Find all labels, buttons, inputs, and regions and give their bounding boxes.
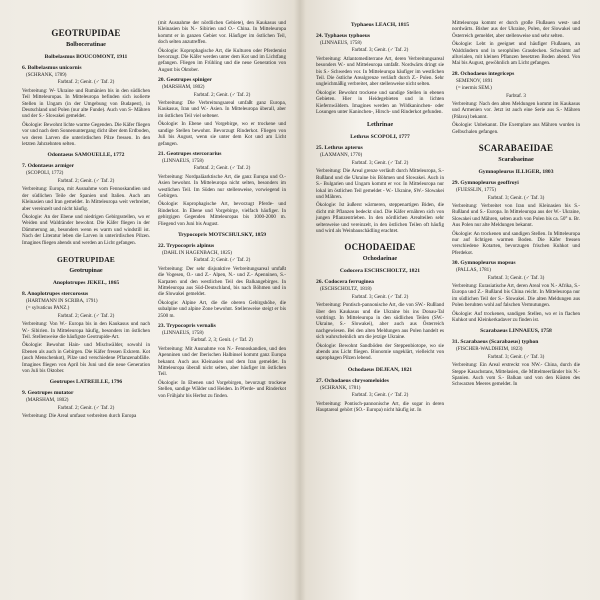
species-author: (FUESSLIN, 1775) (456, 187, 496, 194)
species-title: 20. Geotrupes spiniger (158, 77, 212, 84)
species-title: 26. Codocera ferruginea (316, 279, 374, 286)
genus-heading: Trypocopris MOTSCHULSKY, 1859 (177, 231, 267, 238)
species-author: (ESCHSCHOLTZ, 1818) (320, 286, 372, 293)
distribution-text: Verbreitung: Die Verbreitungsareal umfaßt ganz Europa, Kaukasus, Iran und W.- Asien. In Mitteleuropa überall, aber im östlichen Teil viel seltener. (158, 100, 286, 119)
plate-reference: Farbtaf. 3 (506, 92, 526, 99)
genus-heading: Ochodaeus DEJEAN, 1821 (347, 366, 413, 373)
ecology-text: Ökologie: In Ebene und Vorgebirge, wo er trockene und sandige Stellen bewohnt. Bevorzugt Rinderkot. Fliegen von Juli bis August, wenn sie unter dem Kot und am Licht gefangen. (158, 121, 286, 147)
distribution-text: Verbreitung: Von W.- Europa bis in den Kaukasus und nach W.- Sibirien. In Mitteleuropa häufig, besonders im östlichen Teil. Stellenweise die häufigste Geotrupide-Art. (22, 321, 150, 340)
species-author: (SCHRANK, 1781) (320, 384, 361, 391)
ecology-text: Ökologie: Ist äußerst wärmeren, steppenartigen Biden, die dicht mit Pflanzen bedeckt sind. Die Käfer ernähren sich von jungen Pflanzentrieben. In den nördlichen Arealteilen sehr seltenweise und vereinzelt, in den östlichen Teilen oft häufig und wird als Weinbauschädling erachtet. (316, 202, 444, 234)
distribution-text: Verbreitung: Eurasiatische Art, deren Areal von N.- Afrika, S.- Europa und Z.- Rußland bis China reicht. In Mitteleuropa nur im südlichen Teil der S.- Slowakei. Die alten Meldungen aus Polen beruhten wohl auf falschen Vermutungen. (452, 282, 580, 309)
genus-heading: Odontaeus SAMOUELLE, 1772 (47, 152, 125, 159)
genus-heading: Typhaeus LEACH, 1815 (350, 22, 410, 28)
species-title: 9. Geotrupes mutator (22, 390, 74, 397)
right-column-2 (452, 20, 580, 390)
species-author: (LINNAEUS, 1758) (162, 330, 204, 337)
family-heading: GEOTRUPIDAE (56, 254, 116, 264)
plate-reference: Farbtaf. 3; Genit. (♂ Taf. 2) (351, 392, 409, 399)
subfamily-heading: Geotrupinae (69, 266, 103, 274)
species-title: 27. Ochodaeus chrysomeloides (316, 377, 389, 384)
left-column-1 (22, 20, 150, 422)
distribution-text: Verbreitung: Ein Areal erstreckt von NW.- China, durch die Steppe Kasachstans, Mittelasien, die Mittelmeerländer bis N.- Spanien. Auch vom S.- Balkan und von den Küsten des Schwarzen Meeres gemeldet. In (452, 362, 580, 388)
ecology-text: Ökologie: Bewohnt trockene und sandige Stellen in ebenen Gebieten. Hier in Heidegebieten und in lichten Kiefernwäldern. Imagines werden an Wildkaninchen- oder Losungen unter Kaninchen-, Hirsch- und Rinderkot gefunden. (316, 89, 444, 116)
continued-text: (mit Ausnahme der nördlichen Gebiete), den Kaukasus und Kleinasien bis N.- Sibirien und O.- China. In Mitteleuropa kommt er in ganzen Gebiet vor. Häufiger im östlichen Teil, doch selten anzutreffen. (158, 20, 286, 46)
distribution-text: Verbreitung: W- Ukraine und Rumänien bis in den südlichen Teil Mitteleuropas. In Mitteleuropa befinden sich isolierte Stellen in Ungarn (in der Umgebung von Budapest), in Deutschland und Polen (nur alte Funde). Auch von S- Mähren und der S.- Slowakei gemeldet. (22, 87, 150, 120)
species-title: 29. Gymnopleurus geoffroyi (452, 180, 519, 187)
genus-heading: Scarabaeus LINNAEUS, 1758 (480, 328, 552, 335)
species-title: 22. Trypocopris alpinus (158, 242, 215, 249)
genus-heading: Geotrupes LATREILLE, 1796 (49, 379, 123, 386)
plate-reference: Farbtaf. 2; Genit. (♂ Taf. 2) (57, 79, 115, 86)
distribution-text: Verbreitung: Verbreitet von Iran und Kleinasien bis S.- Rußland und S.- Europa. In Mitteleuropa aus der W.- Ukraine, Slowakei und Mähren, selten auch von Polen bis ca. 50° n. Br. Aus Polen nur alte Meldungen bekannt. (452, 202, 580, 229)
species-author: (HARTMANN IN SCRIBA, 1791) (26, 297, 98, 304)
species-author: (DAHL IN HAGENBACH, 1825) (162, 249, 232, 256)
species-title: 25. Lethrus apterus (316, 145, 363, 152)
plate-reference: Farbtaf. 3; Genit. (♂ Taf. 2) (351, 293, 409, 300)
right-page (300, 0, 600, 600)
ecology-text: Ökologie: An der Ebene und niedrigen Gebirgsstellen, wo er Weiden und Waldränder bewohnt. Die Käfer fliegen in der Dämmerung an, besonders wenn es warm und windstill ist. Nach der Literatur leben die Larven in unterirdischen Pilzen. Imagines fliegen abends und werden an Licht gefangen. (22, 213, 150, 246)
species-author: (SCOPOLI, 1772) (26, 170, 64, 177)
family-heading: SCARABAEIDAE (478, 143, 554, 154)
subfamily-heading: Ochodaeinae (362, 255, 398, 263)
distribution-text: Verbreitung: Europa, mit Ausnahme vom Fennoskandien und der südlichen Teile der Spanien und Italien. Auch am Kleinasien und Iran gemeldet. In Mitteleuropa weit verbreitet, aber vereinzelt und nicht häufig. (22, 186, 150, 212)
ecology-text: Ökologie: Lebt in geeignet und häufiger Flußauen, an Waldrändern und in xerophilen Grasdecken. Schwärmt auf alluvialen, mit kleinen Pflanzen besetzten Boden abend. Von Mai bis August, gewöhnlich am Licht gefangen. (452, 41, 580, 67)
distribution-text: Verbreitung: Pontisch-pannonische Art, die von SW.- Rußland über den Kaukasus und die Ukraine bis ins Donau-Tal vordringt. In Mitteleuropa in den südlichen Teilen (SW.- Ukraine, S.- Slowakei), aber auch aus Österreich nachgewiesen. Bei den alten Meldungen aus Polen handelt es sich wahrscheinlich um die jetzige Ukraine. (316, 302, 444, 341)
species-title: 8. Anoplotrupes stercorosus (22, 290, 89, 297)
species-title: 30. Gymnopleurus mopsus (452, 260, 516, 267)
distribution-text: Verbreitung: Nordpaläarktische Art, die ganz Europa und O.- Asien bewohnt. In Mitteleuropa nicht selten, besonders im westlichen Teil. Im Süden nur stellenweise, vorwiegend in Gebirgen. (158, 173, 286, 199)
distribution-text: Verbreitung: Die Areal umfasst verbreiten durch Europa (22, 413, 137, 420)
species-author: (LINNAEUS, 1758) (320, 40, 362, 46)
species-title: 23. Trypocopris vernalis (158, 323, 216, 330)
ecology-text: Ökologie: Unbekannt. Die Exemplare aus Mähren wurden in Gelbschalen gefangen. (452, 122, 580, 135)
species-author: (LINNAEUS, 1758) (162, 157, 204, 164)
plate-reference: Farbtaf. 3; Genit. (♂ Taf. 3) (487, 274, 545, 281)
distribution-text: Verbreitung: Mit Ausnahme von N.- Fennoskandien, und den Apenninen und der Iberischen Halbinsel kommt ganz Europa bekannt. Auch aus Kleinasien und dem Iran gemeldet. In Mitteleuropa überall nicht selten, aber häufiger im östlichen Teil. (158, 345, 286, 378)
plate-reference: Farbtaf. 3; Genit. (♂ Taf. 3) (487, 194, 545, 201)
ecology-text: Ökologie: Bewohnt Hain- und Mischwälder, sowohl in Ebenen als auch in Gebirgen. Die Käfer fressen Exkrem. Kot (auch Menschenkot), Pilze und verschiedene Pflanzenabfälle. Imagines fliegen von April bis Juni und die neue Generation von Juli bis Oktober. (22, 342, 150, 374)
plate-reference: Farbtaf. 3; Genit. (♂ Taf. 2) (351, 159, 409, 166)
right-column-1 (316, 20, 444, 415)
genus-heading: Anoplotrupes JEKEL, 1865 (52, 279, 120, 286)
species-synonym: (= sylvaticus PANZ.) (26, 305, 70, 312)
ecology-text: Ökologie: Auf trockenen, sandigen Stellen, wo er in flachen Kuhkot und Kleinkerkadaver zu finden ist. (452, 310, 580, 323)
species-author: SEMENOV, 1891 (456, 77, 493, 84)
ecology-text: Ökologie: Koprophagische Art, die Kulturen oder Pferdemist bevorzugt. Die Käfer werden unter dem Kot und im Lichtfang gefangen. Fliegen im Frühling und die neue Generation von August bis Oktober. (158, 47, 286, 73)
family-heading: OCHODAEIDAE (344, 242, 416, 253)
plate-reference: Farbtaf. 3; Genit. (♂ Taf. 2) (351, 47, 409, 54)
plate-reference: Farbtaf. 3; Genit. (♂ Taf. 3) (487, 353, 545, 360)
species-author: (SCHRANK, 1789) (26, 72, 67, 78)
species-author: (FISCHER-WALDHEIM, 1823) (456, 346, 523, 353)
species-title: 6. Bolbelasmus unicornis (22, 65, 82, 71)
species-title: 21. Geotrupes stercorarius (158, 150, 222, 157)
plate-reference: Farbtaf. 2; Genit. (♂ Taf. 2) (193, 165, 251, 172)
left-column-2 (158, 20, 286, 401)
ecology-text: Ökologie: Koprophagische Art, bevorzugt Pferde- und Rinderkot. In Ebene und Vorgebirge, vielfach häufiger. In gebirgigen Gegenden Mitteleuropas bis 1000-2000 m. Fliegend von Juni bis August. (158, 201, 286, 227)
subfamily-heading: Scarabaeinae (498, 156, 534, 164)
distribution-text: Verbreitung: Pontisch-pannonische Art, die sogar in deren Hauptareal gehört (SO.- Europa) nicht häufig ist. In (316, 400, 444, 414)
plate-reference: Farbtaf. 2, 3; Genit. (♂ Taf. 2) (191, 337, 253, 344)
species-title: 28. Ochodaeus integriceps (452, 70, 515, 77)
family-heading: GEOTRUPIDAE (51, 28, 121, 38)
plate-reference: Farbtaf. 2; Genit. (♂ Taf. 2) (57, 312, 115, 319)
species-synonym: (= inermis SEM.) (456, 85, 492, 92)
ecology-text: Ökologie: In Ebenen und Vorgebirgen, bevorzugt trockene Stellen, sandige Wälder und Heiden. In Pferde- und Rinderkot von Frühjahr bis Herbst zu finden. (158, 379, 286, 399)
species-author: (LAXMANN, 1770) (320, 152, 363, 159)
distribution-text: Verbreitung: Die Areal grenze verläuft durch Mitteleuropa, S.- Rußland und die Ukraine bis Böhmen und Slowakei. Auch in S.- Bulgarien und Ungarn kommt er vor. In Mitteleuropa nur lokal im östlichen Teil gemeldet - W.- Ukraine, SW.- Slowakei und Mähren. (316, 168, 444, 200)
distribution-text: Verbreitung: Atlantomediterrane Art, deren Verbreitungsareal besonders W.- und Mitteleuropa umfaßt. Nordwärts dringt sie bis S.- Schweden vor. In Mitteleuropa häufiger im westlichen Teil. Die östliche Arealgrenze verläuft durch Z.- Polen. Sehr ungleichmäßig verbreitet, aber stellenweise nicht selten. (316, 55, 444, 88)
species-title: 7. Odontaeus armiger (22, 163, 75, 170)
ecology-text: Ökologie: An trockenen und sandigen Stellen. In Mitteleuropa nur auf lichtigen warmen Boden. Die Käfer fressen verschiedene Kotarten, bevorzugen frischen Kuhkot und Pferdekot. (452, 230, 580, 256)
ecology-text: Ökologie: Bewohnt Sandböden der Steppenbiotope, wo sie abends ans Licht fliegen. Bionomie ungeklärt, vielleicht von saprophagen Pilzen lebend. (316, 342, 444, 362)
genus-heading: Lethrus SCOPOLI, 1777 (350, 134, 410, 141)
distribution-text: Verbreitung: Der sehr disjunktive Verbreitungsareal umfaßt die Vogesen, O.- und Z.- Alpen, N.- und Z.- Apenninen, S.- Karpaten und den westlichen Teil des Balkangebirges. In Mitteleuropa aus Süd-Deutschland, bis nach Böhmen und in die Slowakei gemeldet. (158, 265, 286, 298)
species-author: (PALLAS, 1781) (456, 267, 491, 274)
distribution-text: Verbreitung: Nach den alten Meldungen kommt im Kaukasus und Armenien vor. Jetzt ist auch eine Serie aus S.- Mähren (Pálava) bekannt. (452, 101, 580, 120)
plate-reference: Farbtaf. 2; Genit. (♂ Taf. 2) (193, 257, 251, 264)
genus-heading: Codocera ESCHSCHOLTZ, 1821 (339, 268, 421, 275)
species-title: 24. Typhaeus typhoeus (316, 33, 371, 39)
species-author: (MARSHAM, 1802) (26, 397, 69, 404)
continued-text: Mitteleuropa kommt er durch große Flußauen west- und nordwärts. Bisher aus der Ukraine, Polen, der Slowakei und Österreich gemeldet, aber stellenweise und sehr selten. (452, 20, 580, 39)
plate-reference: Farbtaf. 2; Genit. (♂ Taf. 2) (57, 404, 115, 411)
plate-reference: Farbtaf. 2; Genit. (♂ Taf. 2) (193, 91, 251, 98)
subfamily-heading: Bolboceratinae (66, 41, 106, 48)
species-author: (MARSHAM, 1802) (162, 84, 205, 91)
plate-reference: Farbtaf. 2; Genit. (♂ Taf. 2) (57, 177, 115, 184)
genus-heading: Gymnopleurus ILLIGER, 1803 (478, 169, 554, 176)
subfamily-heading: Lethrinae (366, 121, 394, 129)
species-title: 31. Scarabaeus (Scarabaeus) typhon (452, 339, 539, 346)
ecology-text: Ökologie: Alpine Art, die die oberen Gebirgshöhe, die subalpine und alpine Zone bewohnt. Stellenweise steigt er bis 2500 m. (158, 299, 286, 319)
genus-heading: Bolbelasmus BOUCOMONT, 1911 (44, 54, 128, 60)
ecology-text: Ökologie: Bewohnt lichte warme Gegenden. Die Käfer fliegen vor und nach dem Sonnenuntergang dicht über dem Erdboden, wo deren Larven die unterirdischen Pilze fressen. In den letzten Jahrzehnten selten. (22, 121, 150, 148)
